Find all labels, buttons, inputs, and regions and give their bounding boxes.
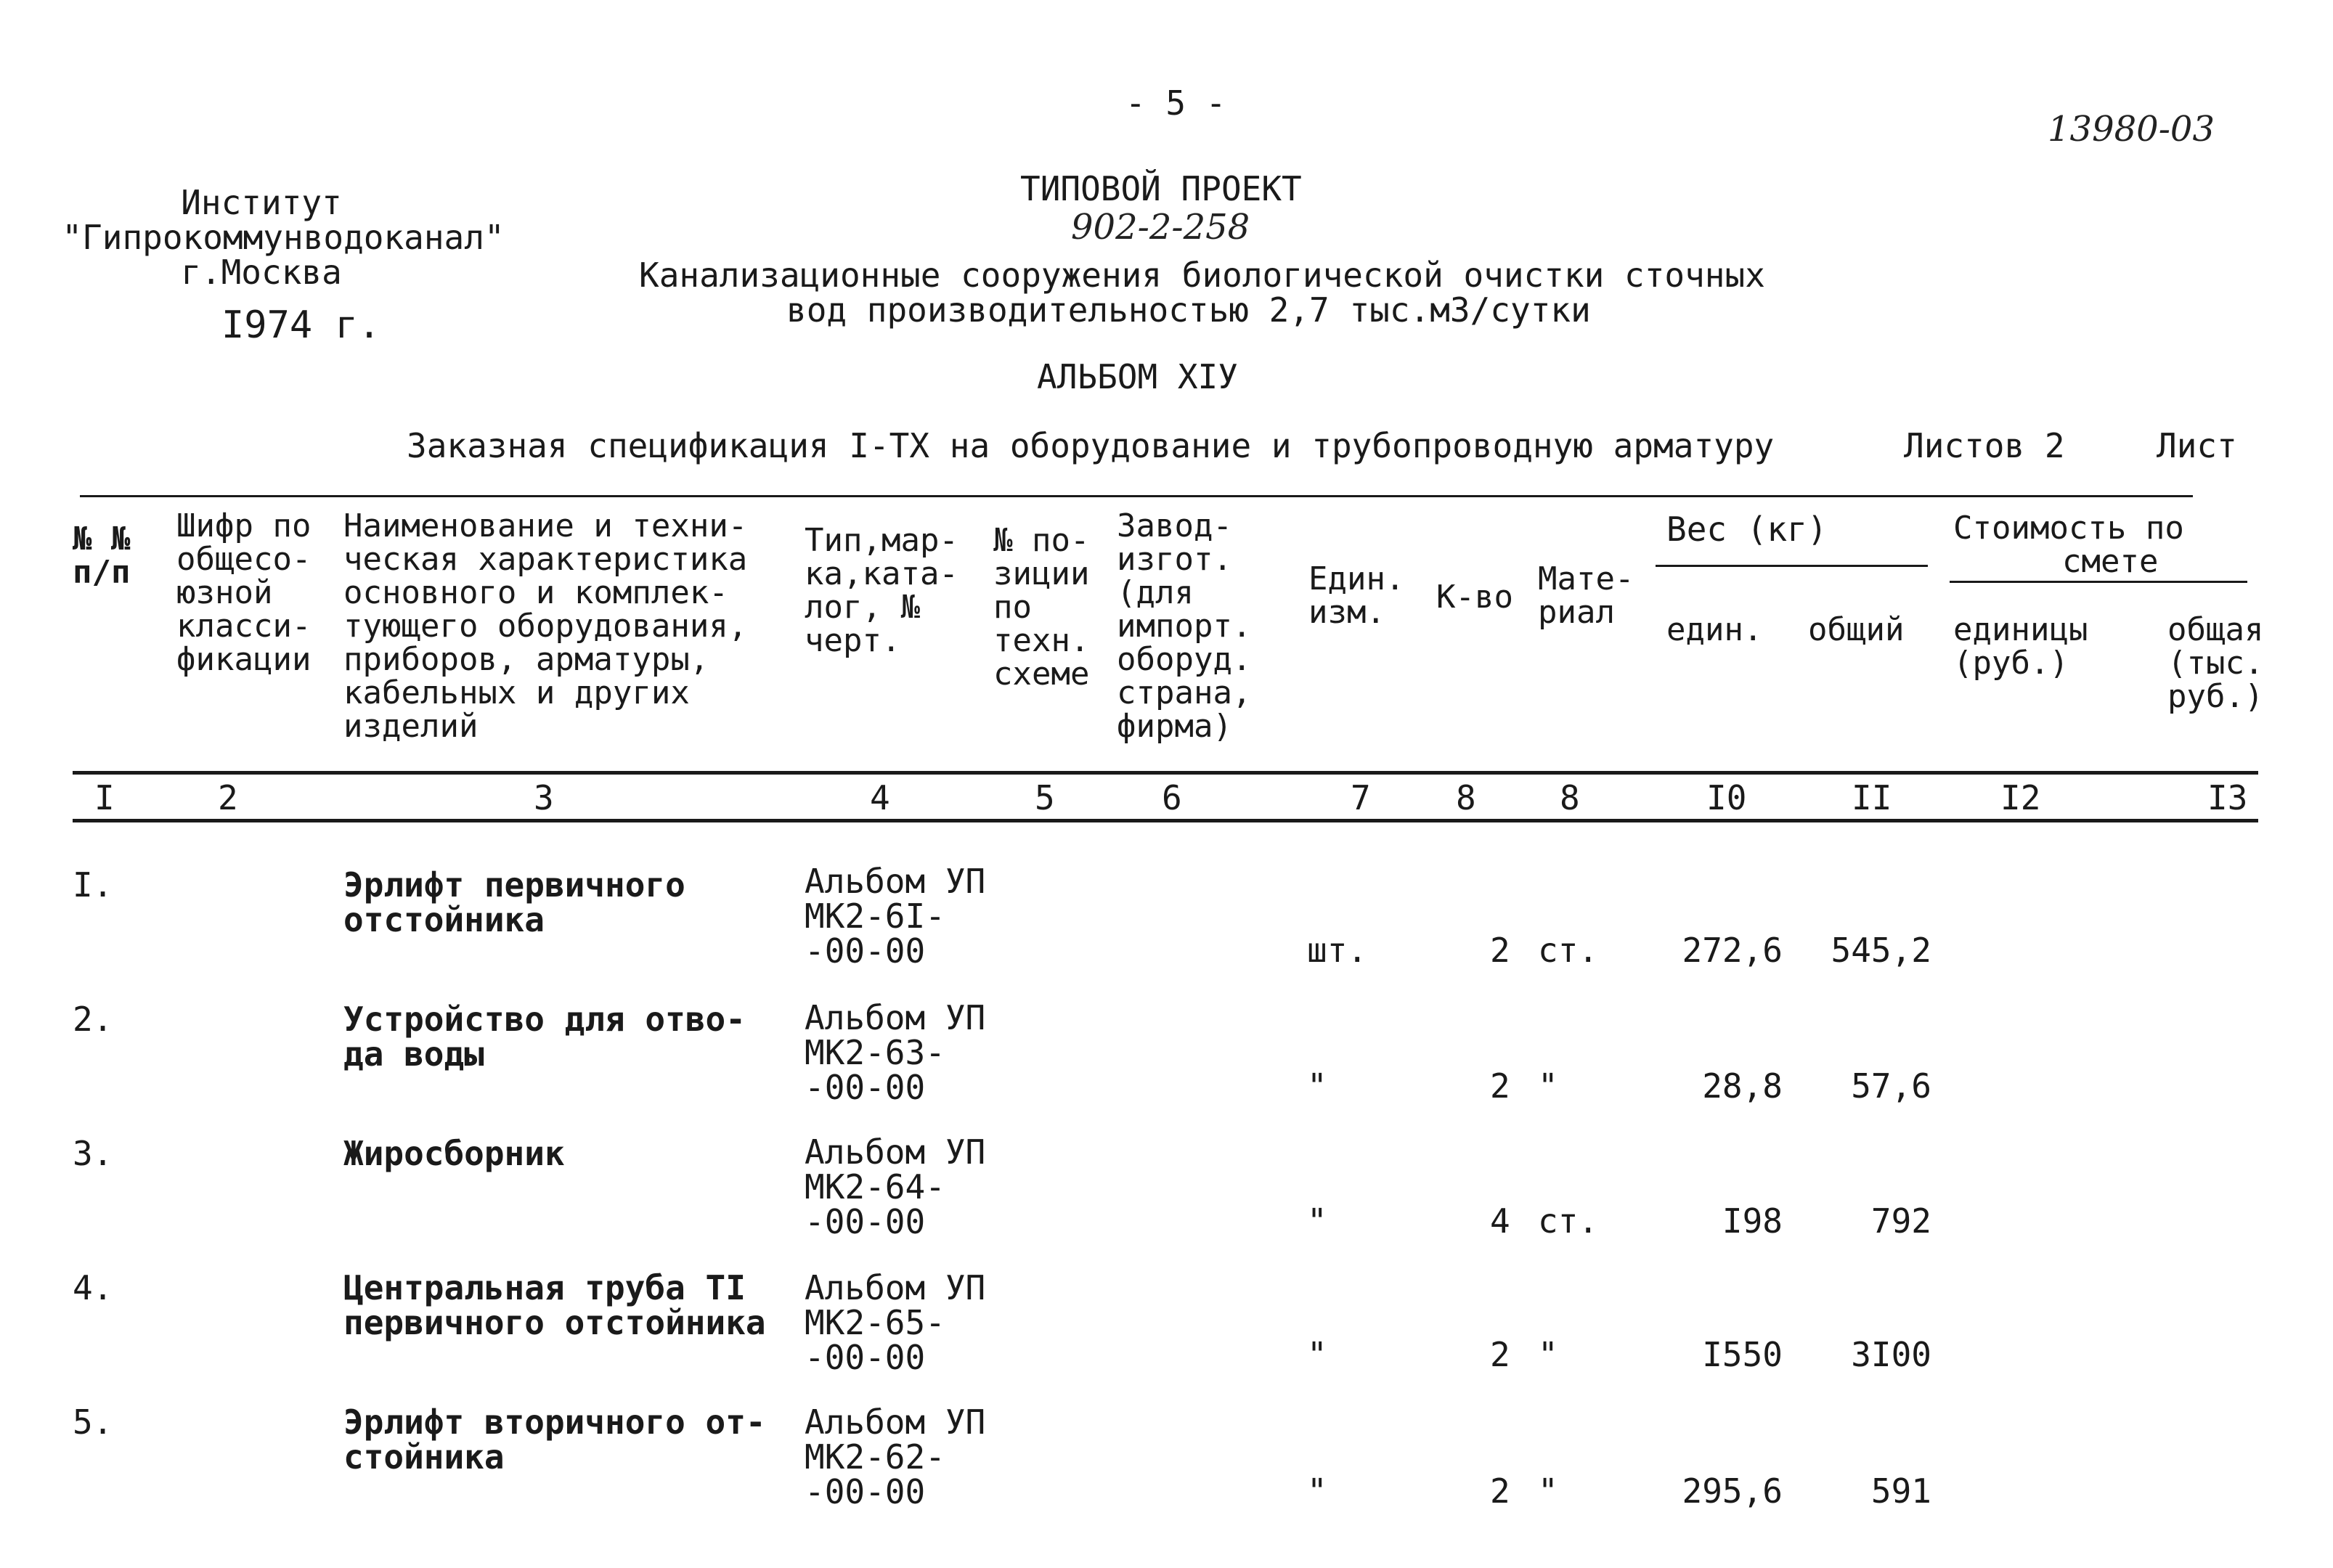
- header-material: Мате- риал: [1538, 560, 1634, 631]
- document-code: 13980-03: [2048, 109, 2215, 150]
- item-name: Устройство для отво- да воды: [343, 1000, 746, 1074]
- header-weight-unit: един.: [1666, 611, 1763, 648]
- row-number: 2.: [73, 1000, 113, 1039]
- header-cost: Стоимость по смете: [1953, 510, 2184, 580]
- project-type: ТИПОВОЙ ПРОЕКТ: [1020, 169, 1302, 208]
- item-material: ст.: [1538, 931, 1599, 970]
- item-name: Центральная труба TI первичного отстойника: [343, 1268, 766, 1342]
- item-weight-unit: I550: [1702, 1335, 1783, 1374]
- item-weight-total: 57,6: [1851, 1066, 1931, 1106]
- column-number: 7: [1351, 778, 1371, 817]
- item-weight-total: 792: [1870, 1201, 1931, 1241]
- item-weight-unit: 295,6: [1682, 1471, 1783, 1511]
- item-material: ": [1538, 1066, 1558, 1106]
- item-name: Эрлифт первичного отстойника: [343, 865, 685, 939]
- weight-rule: [1656, 565, 1928, 567]
- column-number: 4: [870, 778, 890, 817]
- item-quantity: 2: [1490, 931, 1510, 970]
- institute-block: [58, 185, 566, 290]
- header-cost-unit: единицы (руб.): [1953, 611, 2088, 682]
- header-cost-total: общая (тыс. руб.): [2167, 611, 2264, 715]
- header-quantity: К-во: [1436, 579, 1513, 616]
- item-weight-unit: 272,6: [1682, 931, 1783, 970]
- institute-year: I974 г.: [221, 303, 381, 347]
- column-number: 8: [1456, 778, 1476, 817]
- item-type: Альбом УП МК2-62- -00-00: [805, 1402, 986, 1511]
- item-material: ст.: [1538, 1201, 1599, 1241]
- item-weight-total: 3I00: [1851, 1335, 1931, 1374]
- item-type: Альбом УП МК2-6I- -00-00: [805, 862, 986, 971]
- item-name: Эрлифт вторичного от- стойника: [343, 1402, 766, 1477]
- header-type: Тип,мар- ка,ката- лог, № черт.: [805, 522, 958, 659]
- header-unit: Един. изм.: [1308, 560, 1405, 631]
- item-material: ": [1538, 1471, 1558, 1511]
- item-quantity: 4: [1490, 1201, 1510, 1241]
- sheet-count: Листов 2: [1904, 426, 2065, 465]
- institute-city: г.Москва: [181, 253, 342, 292]
- project-title-line2: вод производительностью 2,7 тыс.м3/сутки: [786, 290, 1591, 330]
- item-weight-total: 545,2: [1831, 931, 1931, 970]
- column-number: I0: [1706, 778, 1747, 817]
- item-weight-total: 591: [1870, 1471, 1931, 1511]
- item-name: Жиросборник: [343, 1134, 565, 1173]
- item-type: Альбом УП МК2-65- -00-00: [805, 1268, 986, 1377]
- header-bottom-rule: [73, 771, 2258, 775]
- institute-label: Институт: [181, 183, 342, 222]
- column-number: 2: [218, 778, 238, 817]
- item-unit: ": [1307, 1471, 1327, 1511]
- header-manufacturer: Завод- изгот. (для импорт. оборуд. страна, фирма): [1117, 507, 1252, 745]
- row-number: 4.: [73, 1268, 113, 1307]
- table-top-rule: [80, 495, 2193, 497]
- col-number-rule: [73, 819, 2258, 822]
- column-number: I: [94, 778, 115, 817]
- cost-rule: [1950, 581, 2247, 583]
- row-number: 3.: [73, 1134, 113, 1173]
- album-number: АЛЬБОМ XIУ: [1037, 357, 1238, 396]
- header-classification-code: Шифр по общесо- юзной класси- фикации: [176, 507, 312, 678]
- item-unit: ": [1307, 1066, 1327, 1106]
- column-number: I3: [2207, 778, 2248, 817]
- spec-title: Заказная спецификация I-ТХ на оборудование и трубопроводную арматуру: [407, 426, 1775, 465]
- item-unit: ": [1307, 1335, 1327, 1374]
- project-title-line1: Канализационные сооружения биологической очистки сточных: [639, 256, 1765, 295]
- column-number: I2: [2000, 778, 2041, 817]
- item-unit: ": [1307, 1201, 1327, 1241]
- page-number: - 5 -: [1125, 83, 1226, 123]
- column-number: II: [1852, 778, 1892, 817]
- item-unit: шт.: [1307, 931, 1368, 970]
- item-type: Альбом УП МК2-64- -00-00: [805, 1132, 986, 1241]
- item-weight-unit: 28,8: [1702, 1066, 1783, 1106]
- column-number: 5: [1035, 778, 1055, 817]
- project-number: 902-2-258: [1071, 207, 1250, 248]
- sheet-label: Лист: [2157, 426, 2237, 465]
- header-name: Наименование и техни- ческая характеристика основного и комплек- тующего оборудования, приборов, арматуры, кабельных и других изделий: [343, 507, 748, 745]
- row-number: 5.: [73, 1402, 113, 1442]
- header-row-number: № № п/п: [73, 520, 131, 591]
- column-number: 3: [534, 778, 554, 817]
- item-quantity: 2: [1490, 1066, 1510, 1106]
- header-position: № по- зиции по техн. схеме: [993, 522, 1090, 693]
- item-weight-unit: I98: [1722, 1201, 1783, 1241]
- item-type: Альбом УП МК2-63- -00-00: [805, 998, 986, 1107]
- institute-name: "Гипрокоммунводоканал": [62, 218, 505, 257]
- item-material: ": [1538, 1335, 1558, 1374]
- column-number: 8: [1560, 778, 1580, 817]
- item-quantity: 2: [1490, 1471, 1510, 1511]
- header-weight: Вес (кг): [1666, 510, 1828, 549]
- item-quantity: 2: [1490, 1335, 1510, 1374]
- column-number: 6: [1162, 778, 1182, 817]
- header-weight-total: общий: [1808, 611, 1905, 648]
- row-number: I.: [73, 865, 113, 905]
